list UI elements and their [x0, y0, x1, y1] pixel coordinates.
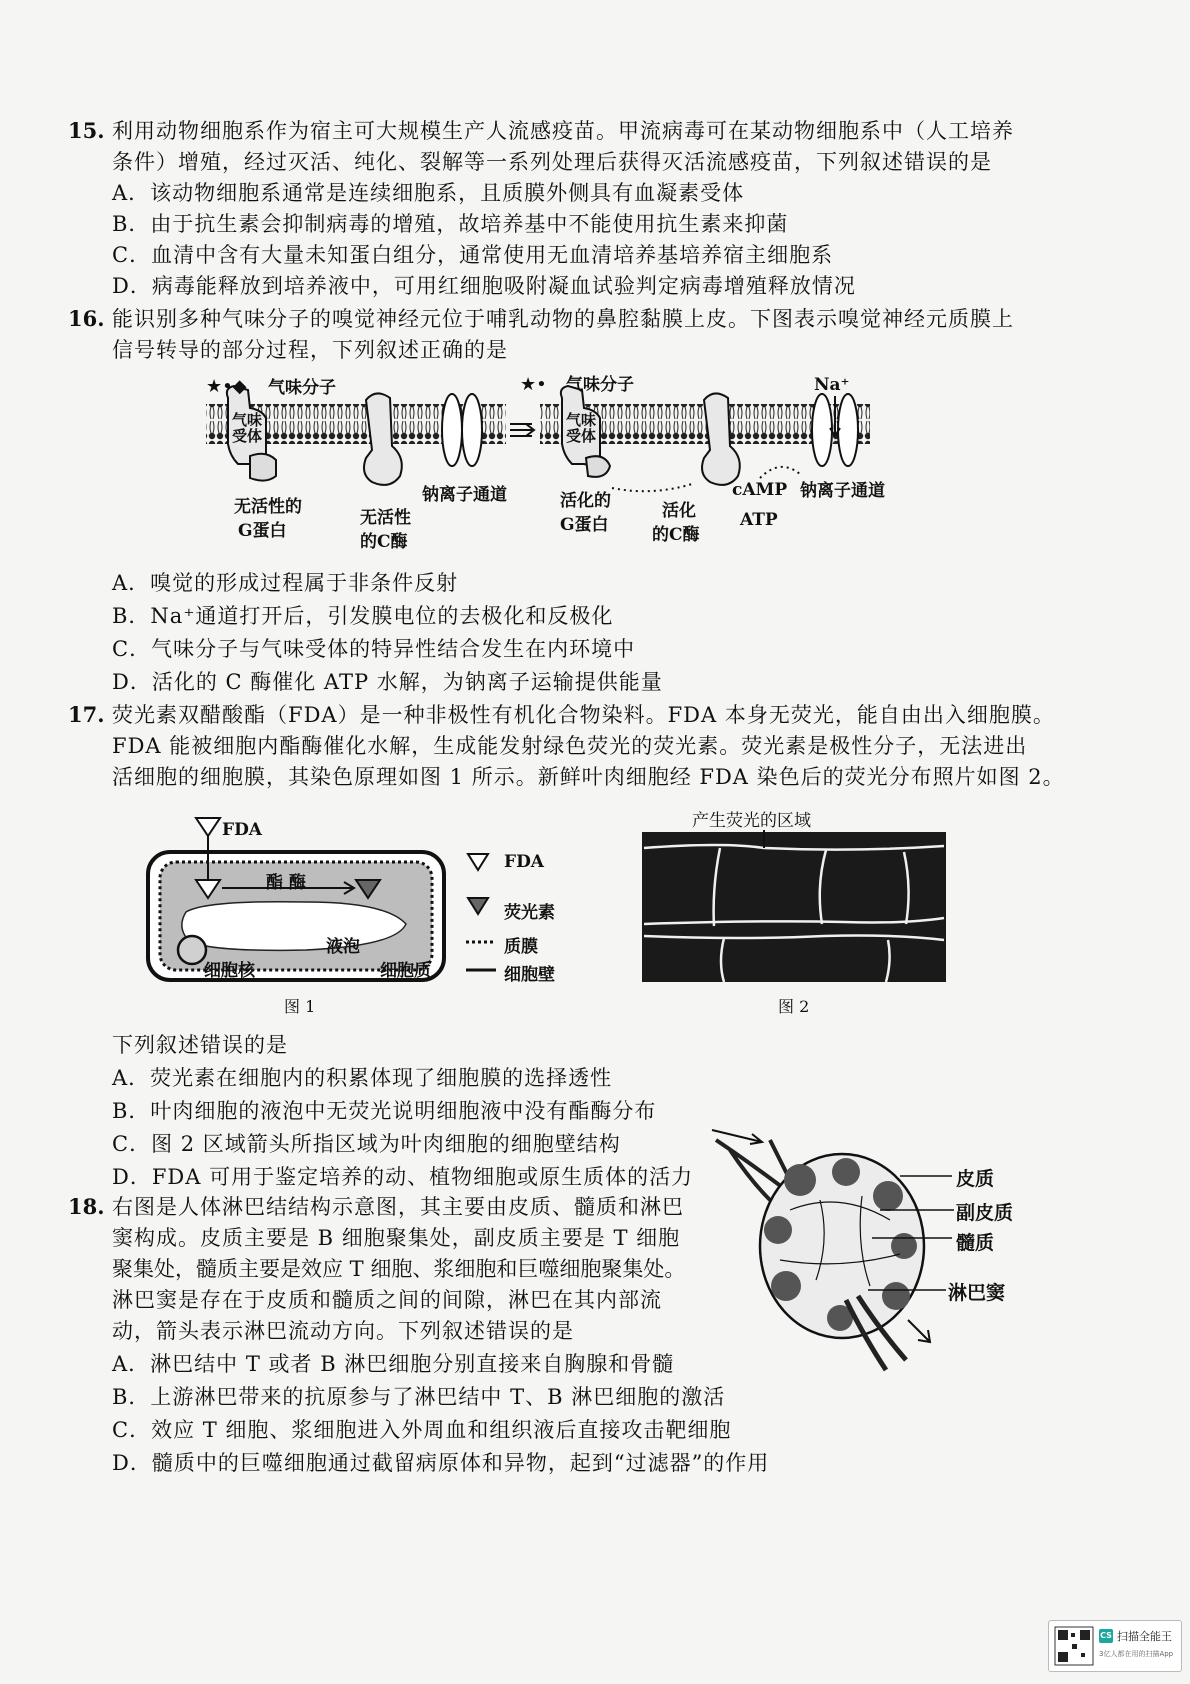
odor-label-left: 气味分子 [268, 378, 336, 398]
q15-option-c: C．血清中含有大量未知蛋白组分，通常使用无血清培养基培养宿主细胞系 [112, 243, 834, 267]
cs-logo: CS [1099, 1629, 1113, 1643]
label-lymph-sinus: 淋巴窦 [948, 1282, 1006, 1304]
receptor-label-right: 气味受体 [566, 411, 597, 445]
legend-membrane-label: 质膜 [504, 937, 538, 957]
q17-lead: 下列叙述错误的是 [112, 1033, 288, 1057]
q17-stem-line-1: 荧光素双醋酸酯（FDA）是一种非极性有机化合物染料。FDA 本身无荧光，能自由出入细胞膜。 [112, 703, 1055, 727]
scanner-watermark [1048, 1620, 1182, 1672]
na-channel-label-left: 钠离子通道 [422, 485, 507, 505]
q15-stem-line-1: 利用动物细胞系作为宿主可大规模生产人流感疫苗。甲流病毒可在某动物细胞系中（人工培养 [112, 119, 1014, 143]
q16-number: 16. [68, 306, 105, 331]
cytoplasm-label: 细胞质 [380, 961, 431, 981]
vacuole-label: 液泡 [326, 937, 360, 957]
q15-option-d: D．病毒能释放到培养液中，可用红细胞吸附凝血试验判定病毒增殖释放情况 [112, 274, 856, 298]
q17-stem-line-3: 活细胞的细胞膜，其染色原理如图 1 所示。新鲜叶肉细胞经 FDA 染色后的荧光分布照片如图 2。 [112, 765, 1065, 789]
g-active-label-1: 活化的 [560, 491, 611, 511]
c-inactive-label-2: 的C酶 [360, 532, 408, 552]
q18-stem-line-1: 右图是人体淋巴结结构示意图，其主要由皮质、髓质和淋巴 [112, 1195, 684, 1219]
label-medulla: 髓质 [956, 1232, 995, 1254]
label-paracortex: 副皮质 [956, 1202, 1014, 1224]
q15-number: 15. [68, 118, 105, 143]
q18-number: 18. [68, 1194, 105, 1219]
odor-molecule-icons-right: ★• [520, 374, 547, 395]
q17-option-d: D．FDA 可用于鉴定培养的动、植物细胞或原生质体的活力 [112, 1165, 694, 1189]
atp-label: ATP [740, 510, 778, 530]
na-ion-label: Na⁺ [814, 375, 850, 395]
fda-top-label: FDA [222, 820, 263, 840]
camp-label: cAMP [732, 480, 788, 500]
na-channel-label-right: 钠离子通道 [800, 481, 885, 501]
legend-wall-label: 细胞壁 [504, 965, 555, 985]
q15-option-b: B．由于抗生素会抑制病毒的增殖，故培养基中不能使用抗生素来抑菌 [112, 212, 789, 236]
q15-stem-line-2: 条件）增殖，经过灭活、纯化、裂解等一系列处理后获得灭活流感疫苗，下列叙述错误的是 [112, 150, 992, 174]
q18-option-b: B．上游淋巴带来的抗原参与了淋巴结中 T、B 淋巴细胞的激活 [112, 1385, 726, 1409]
q17-option-b: B．叶肉细胞的液泡中无荧光说明细胞液中没有酯酶分布 [112, 1099, 657, 1123]
g-inactive-label-2: G蛋白 [238, 521, 287, 541]
nucleus-label: 细胞核 [204, 961, 255, 981]
fig1-caption: 图 1 [284, 997, 316, 1016]
scanner-subtitle: 3亿人都在用的扫描App [1099, 1650, 1174, 1658]
g-active-label-2: G蛋白 [560, 515, 609, 535]
qr-code-icon [1055, 1627, 1093, 1665]
q18-option-c: C．效应 T 细胞、浆细胞进入外周血和组织液后直接攻击靶细胞 [112, 1418, 732, 1442]
fig2-region-label: 产生荧光的区域 [692, 811, 811, 831]
q17-number: 17. [68, 702, 105, 727]
q16-option-d: D．活化的 C 酶催化 ATP 水解，为钠离子运输提供能量 [112, 670, 663, 694]
legend-fda-label: FDA [504, 852, 545, 872]
q18-stem-line-3: 聚集处，髓质主要是效应 T 细胞、浆细胞和巨噬细胞聚集处。 [112, 1257, 686, 1281]
q18-option-d: D．髓质中的巨噬细胞通过截留病原体和异物，起到“过滤器”的作用 [112, 1451, 770, 1475]
odor-label-right: 气味分子 [566, 375, 634, 395]
c-active-label-1: 活化 [662, 501, 696, 521]
q16-option-b: B．Na⁺通道打开后，引发膜电位的去极化和反极化 [112, 604, 614, 628]
scanner-brand: 扫描全能王 [1117, 1630, 1172, 1643]
receptor-label-left: 气味受体 [232, 411, 263, 445]
q18-option-a: A．淋巴结中 T 或者 B 淋巴细胞分别直接来自胸腺和骨髓 [112, 1352, 675, 1376]
q18-stem-line-2: 窦构成。皮质主要是 B 细胞聚集处，副皮质主要是 T 细胞 [112, 1226, 681, 1250]
q18-stem-line-5: 动，箭头表示淋巴流动方向。下列叙述错误的是 [112, 1319, 574, 1343]
esterase-label: 酯 酶 [266, 873, 306, 893]
q15-option-a: A．该动物细胞系通常是连续细胞系，且质膜外侧具有血凝素受体 [112, 181, 745, 205]
q17-stem-line-2: FDA 能被细胞内酯酶催化水解，生成能发射绿色荧光的荧光素。荧光素是极性分子，无法进出 [112, 734, 1028, 758]
q18-stem-line-4: 淋巴窦是存在于皮质和髓质之间的间隙，淋巴在其内部流 [112, 1288, 662, 1312]
g-inactive-label-1: 无活性的 [234, 497, 302, 517]
label-cortex: 皮质 [956, 1168, 995, 1190]
q16-option-a: A．嗅觉的形成过程属于非条件反射 [112, 571, 459, 595]
q17-option-c: C．图 2 区域箭头所指区域为叶肉细胞的细胞壁结构 [112, 1132, 621, 1156]
fig2-caption: 图 2 [778, 997, 810, 1016]
q16-stem-line-1: 能识别多种气味分子的嗅觉神经元位于哺乳动物的鼻腔黏膜上皮。下图表示嗅觉神经元质膜上 [112, 307, 1014, 331]
efferent-arrow [908, 1320, 930, 1342]
odor-molecule-icons-left: ★•◆ [206, 376, 247, 397]
c-inactive-label-1: 无活性 [360, 508, 411, 528]
q17-option-a: A．荧光素在细胞内的积累体现了细胞膜的选择透性 [112, 1066, 613, 1090]
legend-fluorescein-label: 荧光素 [504, 903, 555, 923]
q16-stem-line-2: 信号转导的部分过程，下列叙述正确的是 [112, 338, 508, 362]
c-active-label-2: 的C酶 [652, 525, 700, 545]
q16-option-c: C．气味分子与气味受体的特异性结合发生在内环境中 [112, 637, 636, 661]
